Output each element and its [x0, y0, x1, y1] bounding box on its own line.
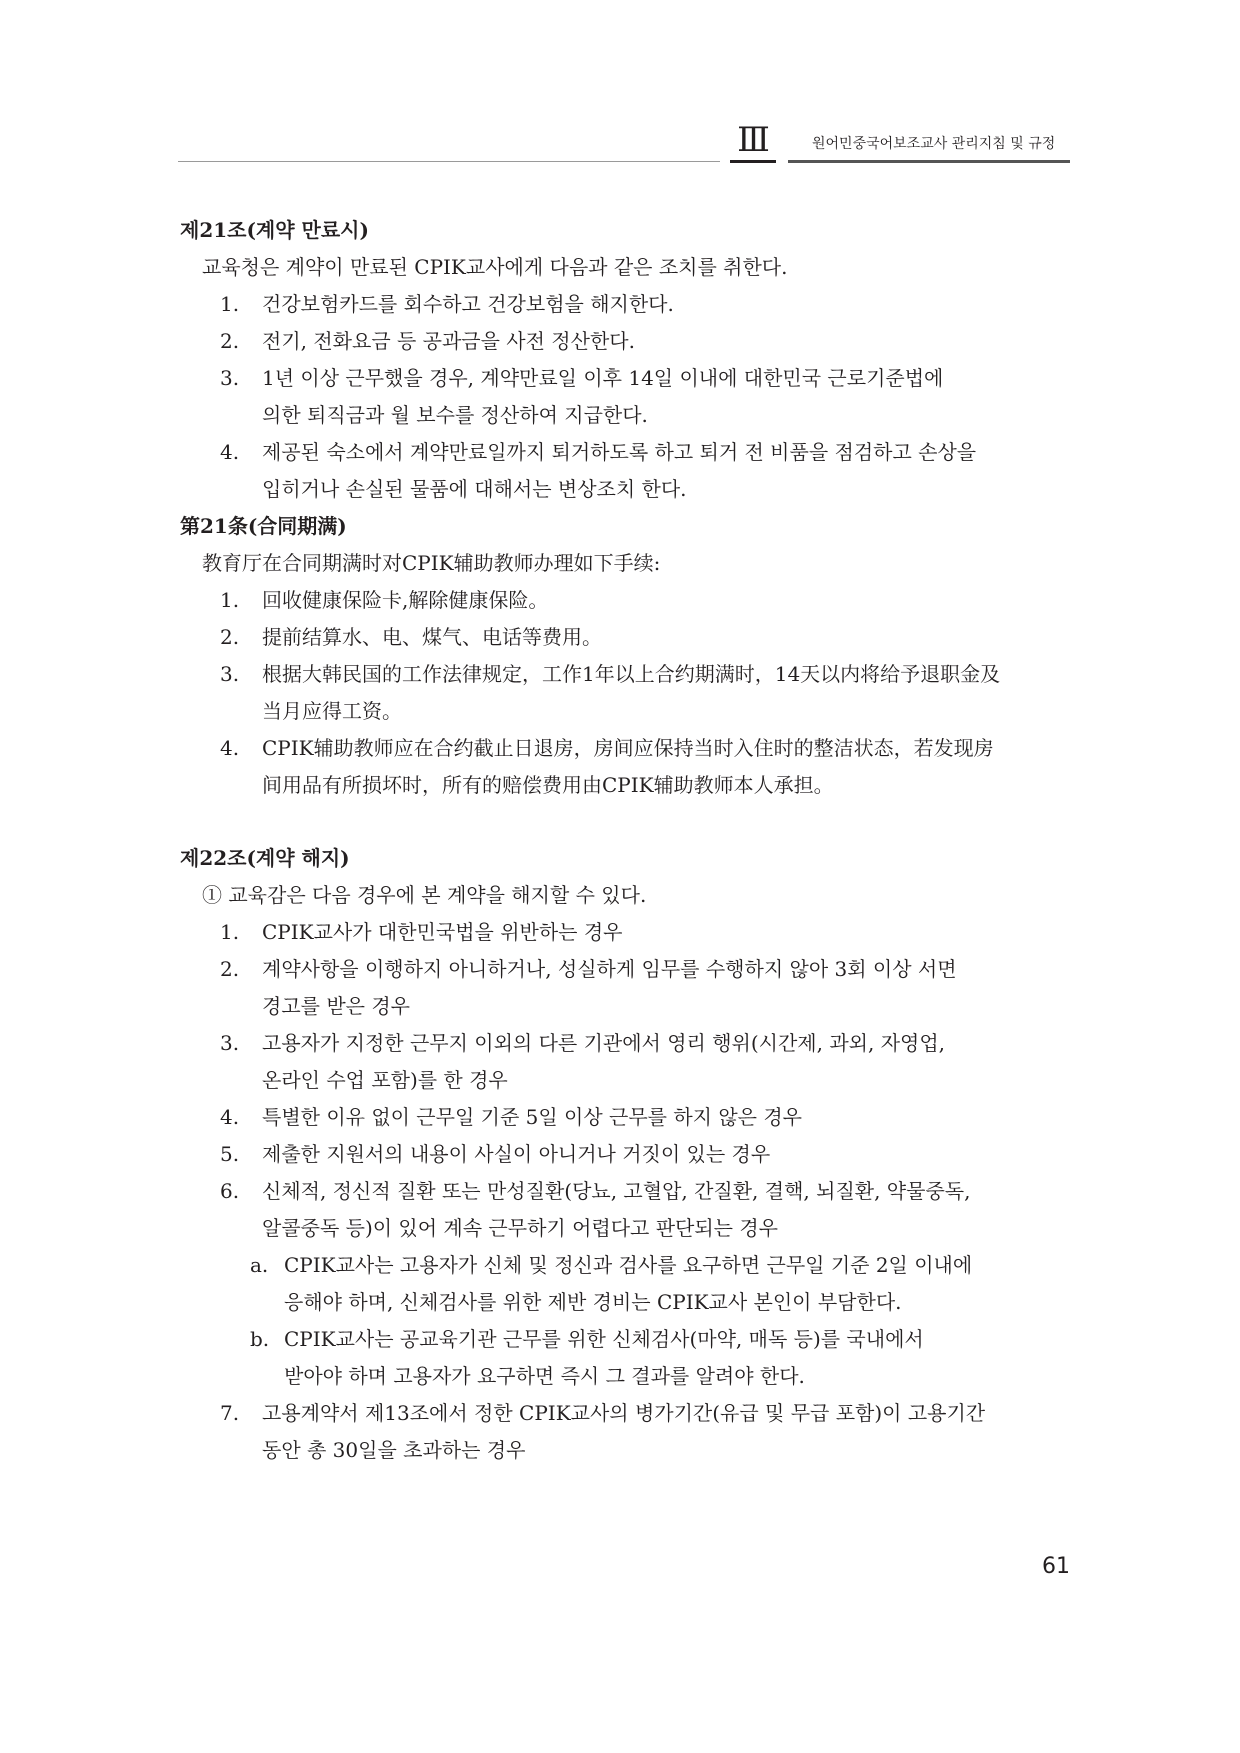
list-item: 2. 전기, 전화요금 등 공과금을 사전 정산한다.: [220, 329, 635, 353]
list-item: 3. 고용자가 지정한 근무지 이외의 다른 기관에서 영리 행위(시간제, 과외, 자영업, 온라인 수업 포함)를 한 경우: [220, 1031, 946, 1092]
sub-list-item: b. CPIK교사는 공교육기관 근무를 위한 신체검사(마약, 매독 등)를 국내에서 받아야 하며 고용자가 요구하면 즉시 그 결과를 알려야 한다.: [250, 1327, 924, 1388]
article-21-ko-title: 제21조(계약 만료시): [180, 218, 369, 242]
article-22-ko-title: 제22조(계약 해지): [180, 846, 350, 870]
header-rule-left: [178, 161, 720, 162]
list-item: 2. 提前结算水、电、煤气、电话等费用。: [220, 625, 602, 649]
sub-list-item: a. CPIK교사는 고용자가 신체 및 정신과 검사를 요구하면 근무일 기준 2일 이내에 응해야 하며, 신체검사를 위한 제반 경비는 CPIK교사 본인이 부담한다.: [250, 1253, 973, 1314]
article-21-zh-title: 第21条(合同期满): [180, 514, 347, 538]
article-21-zh-intro: 教育厅在合同期满时对CPIK辅助教师办理如下手续:: [202, 551, 661, 575]
list-item: 4. 특별한 이유 없이 근무일 기준 5일 이상 근무를 하지 않은 경우: [220, 1105, 802, 1129]
article-22-ko-intro: ① 교육감은 다음 경우에 본 계약을 해지할 수 있다.: [202, 883, 647, 907]
list-item: 2. 계약사항을 이행하지 아니하거나, 성실하게 임무를 수행하지 않아 3회 이상 서면 경고를 받은 경우: [220, 957, 957, 1018]
list-item: 3. 根据大韩民国的工作法律规定，工作1年以上合约期满时，14天以内将给予退职金及 当月应得工资。: [220, 662, 1001, 723]
list-item: 5. 제출한 지원서의 내용이 사실이 아니거나 거짓이 있는 경우: [220, 1142, 771, 1166]
page-number: 61: [1042, 1554, 1070, 1579]
page-header: [178, 120, 1070, 164]
list-item: 1. 回收健康保险卡,解除健康保险。: [220, 588, 549, 612]
section-gap: [180, 804, 1070, 840]
chapter-rule: [730, 160, 776, 163]
chapter-mark: Ⅲ: [737, 120, 769, 160]
list-item: 6. 신체적, 정신적 질환 또는 만성질환(당뇨, 고혈압, 간질환, 결핵, 뇌질환, 약물중독, 알콜중독 등)이 있어 계속 근무하기 어렵다고 판단되는 경우: [220, 1179, 971, 1240]
list-item: 7. 고용계약서 제13조에서 정한 CPIK교사의 병가기간(유급 및 무급 포함)이 고용기간 동안 총 30일을 초과하는 경우: [220, 1401, 986, 1462]
running-title: 원어민중국어보조교사 관리지침 및 규정: [812, 136, 1056, 152]
article-21-ko-intro: 교육청은 계약이 만료된 CPIK교사에게 다음과 같은 조치를 취한다.: [202, 255, 788, 279]
list-item: 4. 제공된 숙소에서 계약만료일까지 퇴거하도록 하고 퇴거 전 비품을 점검하고 손상을 입히거나 손실된 물품에 대해서는 변상조치 한다.: [220, 440, 977, 501]
page-body: [180, 212, 1070, 1469]
list-item: 3. 1년 이상 근무했을 경우, 계약만료일 이후 14일 이내에 대한민국 근로기준법에 의한 퇴직금과 월 보수를 정산하여 지급한다.: [220, 366, 944, 427]
list-item: 1. 건강보험카드를 회수하고 건강보험을 해지한다.: [220, 292, 674, 316]
list-item: 1. CPIK교사가 대한민국법을 위반하는 경우: [220, 920, 623, 944]
list-item: 4. CPIK辅助教师应在合约截止日退房，房间应保持当时入住时的整洁状态，若发现房 间用品有所损坏时，所有的赔偿费用由CPIK辅助教师本人承担。: [220, 736, 994, 797]
header-rule-right: [788, 160, 1070, 163]
